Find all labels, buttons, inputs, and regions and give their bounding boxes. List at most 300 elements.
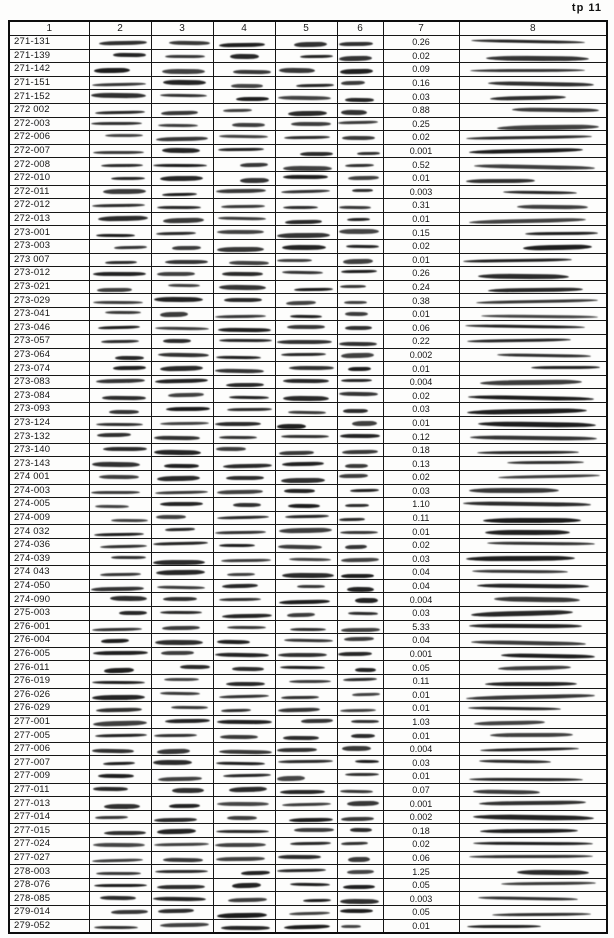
column-header-4: 4 — [213, 21, 275, 36]
illegible-cell — [213, 375, 275, 389]
cell-content — [338, 743, 383, 756]
illegible-ink-smudge — [341, 379, 372, 382]
illegible-cell — [275, 117, 337, 131]
cell-content — [460, 63, 607, 76]
cell-content — [338, 498, 383, 511]
illegible-ink-smudge — [347, 801, 379, 806]
cell-content — [460, 675, 607, 688]
illegible-cell — [337, 403, 383, 417]
row-value-cell: 0.03 — [383, 90, 459, 104]
cell-content — [152, 444, 213, 457]
table-row — [9, 335, 607, 349]
illegible-ink-smudge — [303, 898, 331, 901]
illegible-cell — [275, 348, 337, 362]
illegible-cell — [275, 375, 337, 389]
row-value-cell: 0.01 — [383, 525, 459, 539]
illegible-ink-smudge — [98, 325, 140, 329]
illegible-cell — [213, 634, 275, 648]
illegible-ink-smudge — [283, 175, 328, 180]
illegible-cell — [459, 471, 607, 485]
illegible-cell — [275, 199, 337, 213]
row-value-cell: 0.02 — [383, 389, 459, 403]
illegible-cell — [151, 525, 213, 539]
table-row — [9, 36, 607, 50]
illegible-cell — [89, 865, 151, 879]
illegible-ink-smudge — [469, 148, 583, 154]
illegible-cell — [213, 729, 275, 743]
illegible-cell — [89, 199, 151, 213]
cell-content — [214, 743, 275, 756]
illegible-ink-smudge — [93, 787, 128, 791]
cell-content — [338, 376, 383, 389]
illegible-cell — [151, 770, 213, 784]
cell-content — [338, 50, 383, 63]
illegible-cell — [459, 783, 607, 797]
illegible-ink-smudge — [227, 573, 255, 576]
cell-content — [460, 349, 607, 362]
row-code-cell: 274 032 — [9, 525, 89, 539]
illegible-cell — [275, 63, 337, 77]
row-code-cell: 277-027 — [9, 851, 89, 865]
row-value-cell: 0.05 — [383, 906, 459, 920]
illegible-cell — [89, 538, 151, 552]
illegible-ink-smudge — [285, 219, 322, 224]
illegible-cell — [151, 294, 213, 308]
cell-content — [276, 417, 337, 430]
illegible-cell — [275, 742, 337, 756]
illegible-ink-smudge — [357, 152, 380, 155]
table-row — [9, 756, 607, 770]
illegible-cell — [337, 919, 383, 933]
cell-content — [276, 729, 337, 742]
illegible-cell — [459, 416, 607, 430]
cell-content — [460, 281, 607, 294]
cell-content — [338, 770, 383, 783]
illegible-cell — [275, 131, 337, 145]
illegible-cell — [459, 484, 607, 498]
cell-content — [90, 498, 151, 511]
cell-content — [214, 865, 275, 878]
cell-content — [276, 498, 337, 511]
illegible-cell — [213, 498, 275, 512]
illegible-ink-smudge — [341, 270, 377, 274]
cell-content — [338, 689, 383, 702]
cell-content — [276, 784, 337, 797]
cell-content — [90, 811, 151, 824]
illegible-ink-smudge — [163, 597, 197, 601]
illegible-cell — [213, 321, 275, 335]
illegible-ink-smudge — [218, 148, 264, 152]
cell-content — [90, 158, 151, 171]
table-row — [9, 674, 607, 688]
illegible-ink-smudge — [100, 544, 147, 547]
illegible-ink-smudge — [473, 814, 594, 821]
cell-content — [152, 716, 213, 729]
illegible-ink-smudge — [219, 750, 272, 755]
illegible-ink-smudge — [342, 136, 375, 140]
illegible-ink-smudge — [277, 776, 305, 781]
illegible-ink-smudge — [232, 666, 264, 671]
table-row — [9, 253, 607, 267]
row-code-cell: 277-007 — [9, 756, 89, 770]
illegible-cell — [337, 674, 383, 688]
cell-content — [152, 566, 213, 579]
illegible-cell — [337, 810, 383, 824]
illegible-ink-smudge — [98, 215, 148, 220]
cell-content — [276, 376, 337, 389]
cell-content — [152, 784, 213, 797]
illegible-cell — [89, 919, 151, 933]
illegible-cell — [337, 199, 383, 213]
cell-content — [214, 77, 275, 90]
cell-content — [460, 444, 607, 457]
illegible-cell — [275, 770, 337, 784]
illegible-ink-smudge — [92, 748, 134, 753]
cell-content — [152, 145, 213, 158]
illegible-cell — [213, 335, 275, 349]
illegible-ink-smudge — [487, 541, 595, 545]
illegible-cell — [275, 688, 337, 702]
illegible-cell — [337, 375, 383, 389]
illegible-ink-smudge — [466, 694, 595, 700]
row-code-cell: 275-003 — [9, 606, 89, 620]
illegible-cell — [459, 430, 607, 444]
cell-content — [90, 226, 151, 239]
illegible-ink-smudge — [340, 285, 366, 288]
illegible-ink-smudge — [492, 913, 591, 916]
cell-content — [338, 403, 383, 416]
row-value-cell: 0.52 — [383, 158, 459, 172]
table-row — [9, 851, 607, 865]
illegible-cell — [213, 457, 275, 471]
illegible-cell — [275, 906, 337, 920]
illegible-cell — [89, 824, 151, 838]
cell-content — [152, 158, 213, 171]
illegible-cell — [275, 443, 337, 457]
illegible-ink-smudge — [341, 558, 380, 563]
row-code-cell: 273-124 — [9, 416, 89, 430]
illegible-ink-smudge — [289, 557, 331, 561]
illegible-ink-smudge — [300, 55, 333, 58]
illegible-ink-smudge — [215, 368, 264, 373]
cell-content — [90, 525, 151, 538]
illegible-cell — [459, 36, 607, 50]
row-value-cell: 0.01 — [383, 307, 459, 321]
cell-content — [460, 186, 607, 199]
cell-content — [276, 90, 337, 103]
cell-content — [338, 145, 383, 158]
row-code-cell: 274 043 — [9, 566, 89, 580]
illegible-ink-smudge — [226, 383, 264, 387]
cell-content — [276, 131, 337, 144]
illegible-cell — [151, 49, 213, 63]
row-code-cell: 273-046 — [9, 321, 89, 335]
illegible-cell — [337, 878, 383, 892]
illegible-ink-smudge — [279, 528, 332, 533]
illegible-ink-smudge — [223, 109, 252, 112]
cell-content — [338, 63, 383, 76]
illegible-cell — [275, 253, 337, 267]
illegible-ink-smudge — [465, 324, 585, 329]
table-row — [9, 538, 607, 552]
cell-content — [214, 580, 275, 593]
illegible-ink-smudge — [288, 111, 327, 116]
cell-content — [460, 852, 607, 865]
illegible-cell — [459, 511, 607, 525]
illegible-ink-smudge — [469, 218, 586, 225]
column-header-8: 8 — [459, 21, 607, 36]
illegible-cell — [459, 715, 607, 729]
cell-content — [90, 702, 151, 715]
row-code-cell: 273-003 — [9, 239, 89, 253]
illegible-ink-smudge — [341, 925, 361, 928]
illegible-ink-smudge — [92, 461, 140, 467]
illegible-cell — [337, 742, 383, 756]
illegible-cell — [151, 579, 213, 593]
illegible-cell — [337, 49, 383, 63]
row-value-cell: 0.01 — [383, 362, 459, 376]
illegible-cell — [337, 63, 383, 77]
illegible-cell — [213, 906, 275, 920]
row-code-cell: 272-008 — [9, 158, 89, 172]
cell-content — [338, 457, 383, 470]
cell-content — [152, 838, 213, 851]
cell-content — [152, 186, 213, 199]
illegible-cell — [89, 103, 151, 117]
illegible-cell — [213, 226, 275, 240]
cell-content — [338, 607, 383, 620]
cell-content — [152, 580, 213, 593]
row-value-cell: 0.01 — [383, 729, 459, 743]
cell-content — [276, 797, 337, 810]
illegible-ink-smudge — [96, 872, 141, 875]
cell-content — [90, 471, 151, 484]
table-row — [9, 892, 607, 906]
cell-content — [214, 892, 275, 905]
illegible-cell — [89, 239, 151, 253]
illegible-ink-smudge — [227, 816, 257, 820]
cell-content — [276, 852, 337, 865]
illegible-ink-smudge — [160, 366, 203, 371]
table-row — [9, 579, 607, 593]
illegible-ink-smudge — [474, 721, 545, 726]
row-value-cell: 0.01 — [383, 212, 459, 226]
cell-content — [152, 457, 213, 470]
cell-content — [338, 593, 383, 606]
illegible-cell — [337, 158, 383, 172]
cell-content — [214, 593, 275, 606]
row-value-cell: 0.05 — [383, 878, 459, 892]
illegible-ink-smudge — [96, 708, 142, 712]
illegible-cell — [275, 919, 337, 933]
illegible-cell — [337, 688, 383, 702]
illegible-cell — [337, 511, 383, 525]
illegible-ink-smudge — [289, 912, 330, 916]
illegible-cell — [275, 212, 337, 226]
illegible-ink-smudge — [281, 353, 326, 356]
cell-content — [90, 661, 151, 674]
cell-content — [276, 281, 337, 294]
illegible-ink-smudge — [471, 609, 573, 616]
illegible-ink-smudge — [104, 667, 134, 672]
illegible-ink-smudge — [279, 451, 314, 456]
cell-content — [460, 158, 607, 171]
cell-content — [460, 702, 607, 715]
illegible-cell — [459, 838, 607, 852]
illegible-cell — [89, 797, 151, 811]
cell-content — [276, 756, 337, 769]
illegible-ink-smudge — [287, 325, 325, 329]
cell-content — [460, 539, 607, 552]
illegible-cell — [89, 484, 151, 498]
illegible-cell — [275, 892, 337, 906]
cell-content — [214, 131, 275, 144]
illegible-cell — [89, 525, 151, 539]
illegible-cell — [89, 756, 151, 770]
illegible-ink-smudge — [228, 898, 267, 903]
row-code-cell: 272-003 — [9, 117, 89, 131]
cell-content — [276, 811, 337, 824]
illegible-ink-smudge — [94, 532, 144, 536]
cell-content — [90, 403, 151, 416]
illegible-cell — [89, 552, 151, 566]
illegible-ink-smudge — [339, 42, 373, 47]
illegible-cell — [151, 253, 213, 267]
cell-content — [460, 294, 607, 307]
row-code-cell: 276-011 — [9, 661, 89, 675]
cell-content — [338, 865, 383, 878]
illegible-ink-smudge — [479, 801, 586, 806]
cell-content — [90, 865, 151, 878]
illegible-ink-smudge — [467, 925, 541, 928]
row-value-cell: 0.001 — [383, 797, 459, 811]
illegible-cell — [337, 824, 383, 838]
illegible-ink-smudge — [350, 828, 372, 832]
illegible-cell — [337, 171, 383, 185]
illegible-ink-smudge — [158, 353, 209, 358]
row-value-cell: 0.07 — [383, 783, 459, 797]
illegible-ink-smudge — [156, 232, 196, 235]
illegible-cell — [337, 498, 383, 512]
cell-content — [90, 308, 151, 321]
illegible-cell — [89, 688, 151, 702]
row-value-cell: 0.09 — [383, 63, 459, 77]
illegible-ink-smudge — [155, 378, 208, 383]
cell-content — [338, 308, 383, 321]
cell-content — [338, 444, 383, 457]
illegible-cell — [89, 715, 151, 729]
cell-content — [460, 566, 607, 579]
illegible-cell — [459, 280, 607, 294]
cell-content — [152, 131, 213, 144]
cell-content — [338, 471, 383, 484]
illegible-ink-smudge — [345, 544, 367, 549]
illegible-ink-smudge — [283, 736, 319, 741]
illegible-cell — [275, 389, 337, 403]
cell-content — [214, 784, 275, 797]
cell-content — [460, 756, 607, 769]
illegible-ink-smudge — [162, 147, 200, 152]
table-row — [9, 117, 607, 131]
cell-content — [460, 593, 607, 606]
illegible-ink-smudge — [216, 189, 266, 193]
illegible-ink-smudge — [97, 288, 132, 293]
illegible-ink-smudge — [217, 640, 250, 644]
illegible-ink-smudge — [286, 300, 316, 304]
illegible-cell — [337, 253, 383, 267]
illegible-ink-smudge — [103, 189, 146, 194]
illegible-ink-smudge — [501, 653, 596, 659]
illegible-cell — [151, 457, 213, 471]
illegible-cell — [151, 307, 213, 321]
illegible-cell — [151, 688, 213, 702]
illegible-ink-smudge — [463, 501, 591, 507]
cell-content — [460, 90, 607, 103]
illegible-ink-smudge — [155, 491, 208, 495]
table-row — [9, 919, 607, 933]
row-code-cell: 273-041 — [9, 307, 89, 321]
illegible-cell — [213, 117, 275, 131]
illegible-ink-smudge — [240, 163, 268, 167]
illegible-ink-smudge — [153, 541, 208, 546]
illegible-cell — [213, 742, 275, 756]
cell-content — [338, 920, 383, 933]
illegible-ink-smudge — [290, 883, 330, 887]
illegible-cell — [275, 171, 337, 185]
cell-content — [152, 362, 213, 375]
illegible-cell — [151, 906, 213, 920]
illegible-cell — [275, 579, 337, 593]
illegible-cell — [337, 430, 383, 444]
cell-content — [152, 308, 213, 321]
illegible-ink-smudge — [486, 55, 589, 61]
cell-content — [90, 729, 151, 742]
cell-content — [460, 104, 607, 117]
illegible-ink-smudge — [216, 356, 261, 360]
illegible-cell — [151, 702, 213, 716]
illegible-cell — [89, 606, 151, 620]
illegible-ink-smudge — [97, 433, 131, 437]
illegible-cell — [151, 63, 213, 77]
row-code-cell: 273 007 — [9, 253, 89, 267]
illegible-cell — [459, 362, 607, 376]
row-value-cell: 0.31 — [383, 199, 459, 213]
illegible-cell — [459, 742, 607, 756]
illegible-ink-smudge — [345, 504, 369, 508]
illegible-cell — [459, 729, 607, 743]
row-value-cell: 0.004 — [383, 375, 459, 389]
cell-content — [338, 321, 383, 334]
illegible-ink-smudge — [91, 122, 142, 125]
illegible-cell — [89, 321, 151, 335]
illegible-ink-smudge — [488, 81, 594, 87]
illegible-ink-smudge — [215, 531, 266, 535]
illegible-ink-smudge — [168, 283, 200, 287]
cell-content — [460, 471, 607, 484]
illegible-cell — [275, 715, 337, 729]
illegible-ink-smudge — [355, 598, 378, 603]
illegible-ink-smudge — [517, 870, 589, 876]
row-value-cell: 0.06 — [383, 851, 459, 865]
cell-content — [90, 172, 151, 185]
row-code-cell: 271-139 — [9, 49, 89, 63]
row-value-cell: 0.001 — [383, 647, 459, 661]
illegible-cell — [459, 90, 607, 104]
illegible-ink-smudge — [240, 178, 269, 183]
table-row — [9, 226, 607, 240]
illegible-cell — [275, 552, 337, 566]
illegible-ink-smudge — [161, 651, 194, 655]
